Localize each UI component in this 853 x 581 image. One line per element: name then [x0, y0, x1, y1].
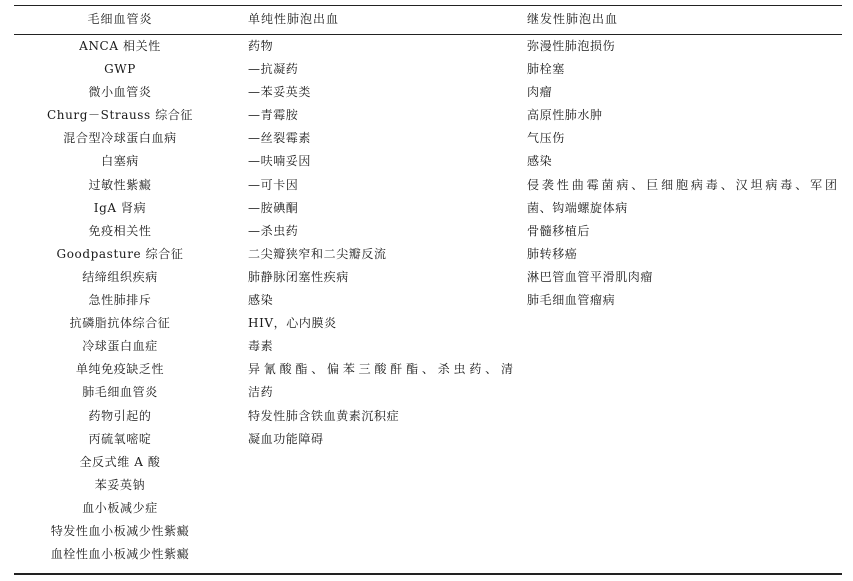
table-cell: 肺栓塞	[527, 62, 565, 77]
table-cell: 异氰酸酯、偏苯三酸酐酯、杀虫药、清	[248, 362, 513, 377]
column-bland-alveolar-hemorrhage	[248, 35, 513, 451]
table-cell: 单纯免疫缺乏性	[75, 362, 165, 377]
table-cell: 丙硫氧嘧啶	[88, 431, 152, 446]
table-top-rule	[14, 5, 842, 6]
table-cell: 急性肺排斥	[88, 293, 152, 308]
table-cell: —呋喃妥因	[248, 154, 312, 169]
table-cell: 血栓性血小板减少性紫癜	[50, 547, 190, 562]
table-cell: 气压伤	[527, 131, 565, 146]
table-cell: 弥漫性肺泡损伤	[527, 39, 616, 53]
table-cell: 血小板减少症	[82, 500, 158, 515]
header-secondary-alveolar-hemorrhage: 继发性肺泡出血	[527, 12, 619, 26]
table-cell: ANCA 相关性	[79, 39, 161, 53]
table-cell: —可卡因	[248, 177, 299, 192]
table-cell: 抗磷脂抗体综合征	[69, 316, 171, 331]
table-cell: —苯妥英类	[248, 85, 312, 100]
table-cell: 全反式维 A 酸	[79, 454, 161, 469]
table-cell: 肉瘤	[527, 85, 553, 100]
column-secondary-alveolar-hemorrhage	[527, 35, 837, 312]
table-cell: —丝裂霉素	[248, 131, 312, 146]
table-cell: 毒素	[248, 339, 274, 354]
table-cell: 特发性血小板减少性紫癜	[50, 523, 190, 538]
table-cell: 结缔组织疾病	[82, 269, 158, 284]
table-cell: 药物引起的	[88, 408, 152, 423]
table-cell: —胺碘酮	[248, 200, 299, 215]
table-cell: —抗凝药	[248, 62, 299, 77]
table-cell: Churg－Strauss 综合征	[46, 108, 194, 123]
table-cell: —杀虫药	[248, 223, 299, 238]
table-cell: 侵袭性曲霉菌病、巨细胞病毒、汉坦病毒、军团	[527, 177, 837, 192]
table-cell: 微小血管炎	[88, 85, 152, 100]
table-cell: HIV，心内膜炎	[248, 316, 337, 331]
table-cell: 肺毛细血管炎	[82, 385, 158, 400]
table-cell: 肺静脉闭塞性疾病	[248, 269, 349, 284]
table-cell: 混合型冷球蛋白血病	[63, 131, 177, 146]
table-cell: Goodpasture 综合征	[56, 246, 184, 261]
table-cell: 过敏性紫癜	[88, 177, 152, 192]
table-cell: 凝血功能障碍	[248, 431, 324, 446]
header-bland-alveolar-hemorrhage: 单纯性肺泡出血	[248, 12, 340, 26]
table-cell: 高原性肺水肿	[527, 108, 603, 123]
table-cell: 感染	[527, 154, 553, 169]
table-cell: —青霉胺	[248, 108, 299, 123]
table-bottom-rule	[14, 573, 842, 575]
table-cell: 苯妥英钠	[94, 477, 146, 492]
table-cell: 骨髓移植后	[527, 223, 591, 238]
table-cell: 免疫相关性	[88, 223, 152, 238]
table-cell: IgA 肾病	[93, 200, 147, 215]
table-cell: 冷球蛋白血症	[82, 339, 158, 354]
table-cell: 洁药	[248, 385, 274, 400]
table-cell: 二尖瓣狭窄和二尖瓣反流	[248, 246, 387, 261]
table-cell: 白塞病	[101, 154, 139, 169]
table-cell: 菌、钩端螺旋体病	[527, 200, 628, 215]
table-cell: GWP	[104, 62, 136, 77]
header-capillaritis: 毛细血管炎	[87, 12, 153, 26]
table-cell: 肺转移癌	[527, 246, 578, 261]
table-cell: 感染	[248, 293, 274, 308]
table-cell: 淋巴管血管平滑肌肉瘤	[527, 269, 654, 284]
column-capillaritis	[14, 35, 226, 566]
table-cell: 特发性肺含铁血黄素沉积症	[248, 408, 400, 423]
table-cell: 药物	[248, 39, 274, 53]
table-cell: 肺毛细血管瘤病	[527, 293, 616, 308]
